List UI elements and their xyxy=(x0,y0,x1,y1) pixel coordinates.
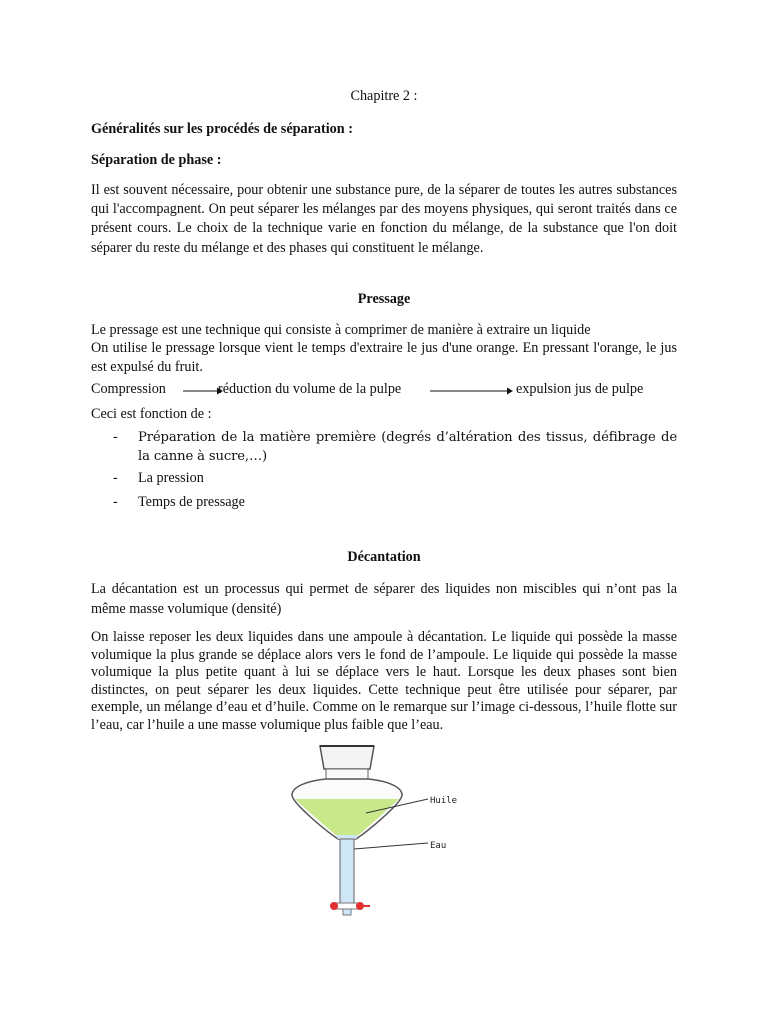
decantation-title: Décantation xyxy=(347,549,421,565)
label-oil: Huile xyxy=(430,796,458,806)
bullet-dash: - xyxy=(113,470,118,486)
main-heading: Généralités sur les procédés de séparation : xyxy=(91,121,353,137)
intro-paragraph: Il est souvent nécessaire, pour obtenir une substance pure, de la séparer de toutes les autres substances qui l'accompagnent. On peut séparer les mélanges par des moyens physiques, qui seront traités dans ce présent cours. Le choix de la technique varie en fonction du mélange, de la substance que l'on doit séparer du reste du mélange et des phases qui constituent le mélange. xyxy=(91,182,677,256)
label-water: Eau xyxy=(430,841,447,851)
bullet-dash: - xyxy=(113,494,118,510)
list-item: La pression xyxy=(138,470,204,486)
fonction-intro: Ceci est fonction de : xyxy=(91,406,212,422)
bullet-dash: - xyxy=(113,429,118,445)
phase-heading: Séparation de phase : xyxy=(91,152,222,168)
pressage-definition: Le pressage est une technique qui consiste à comprimer de manière à extraire un liquide xyxy=(91,322,591,338)
separatory-funnel-figure xyxy=(286,743,458,918)
decantation-paragraph-1: La décantation est un processus qui permet de séparer des liquides non miscibles qui n’ont pas la même masse volumique (densité) xyxy=(91,581,677,617)
flow-step-compression: Compression xyxy=(91,381,166,397)
arrow-right-icon xyxy=(430,386,513,396)
arrow-right-icon xyxy=(183,386,223,396)
pressage-paragraph: On utilise le pressage lorsque vient le temps d'extraire le jus d'une orange. En pressant l'orange, le jus est expulsé du fruit. xyxy=(91,340,677,375)
flow-step-expulsion: expulsion jus de pulpe xyxy=(516,381,644,397)
list-item: Préparation de la matière première (degrés d’altération des tissus, défibrage de la canne à sucre,…) xyxy=(138,430,677,464)
chapter-title: Chapitre 2 : xyxy=(350,88,418,104)
pressage-title: Pressage xyxy=(357,291,411,307)
separatory-funnel-icon xyxy=(286,743,476,918)
decantation-paragraph-2: On laisse reposer les deux liquides dans une ampoule à décantation. Le liquide qui possède la masse volumique la plus grande se déplace alors vers le fond de l’ampoule. Le liquide qui possède la masse volumique la plus petite quant à lui se déplace vers le haut. Lorsque les deux phases sont bien distinctes, on peut séparer les deux liquides. Cette technique peut être utilisée pour séparer, par exemple, un mélange d’eau et d’huile. Comme on le remarque sur l’image ci-dessous, l’huile flotte sur l’eau, car l’huile a une masse volumique plus faible que l’eau. xyxy=(91,629,677,733)
list-item: Temps de pressage xyxy=(138,494,245,510)
flow-step-reduction: réduction du volume de la pulpe xyxy=(218,381,402,397)
